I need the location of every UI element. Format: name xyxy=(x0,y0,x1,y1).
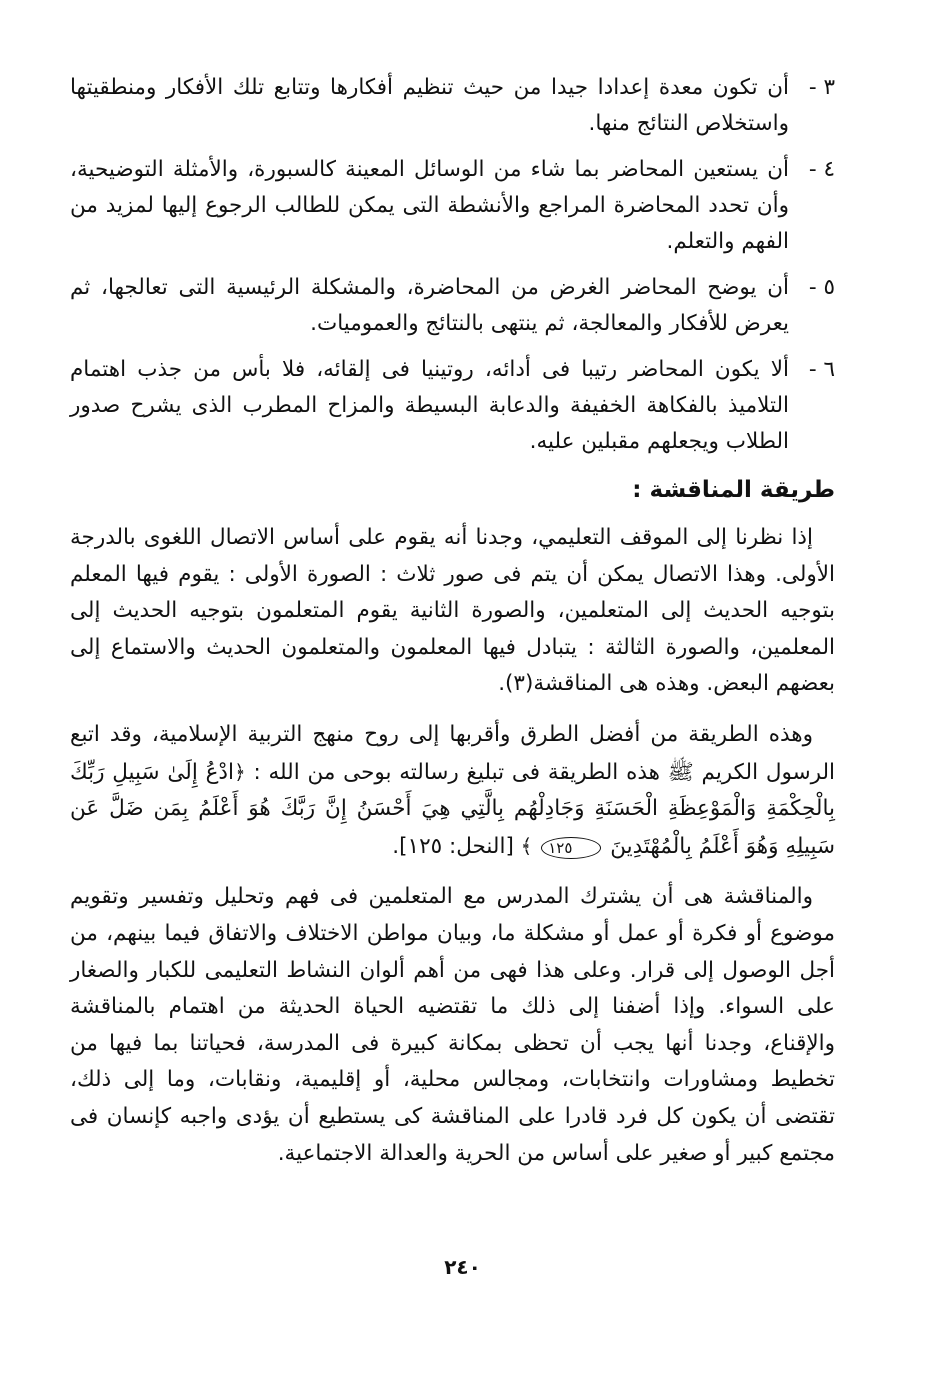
list-item-number: ٣ - xyxy=(808,75,835,100)
list-item xyxy=(70,70,835,142)
list-item xyxy=(70,352,835,460)
paragraph-discussion: والمناقشة هى أن يشترك المدرس مع المتعلمين فى فهم وتحليل وتفسير وتقويم موضوع أو فكرة أو عمل أو مشكلة ما، وبيان مواطن الاختلاف والاتفاق فيما بينهم، من أجل الوصول إلى قرار. وعلى هذا فهى من أهم ألوان النشاط التعليمى للكبار والصغار على السواء. وإذا أضفنا إلى ذلك ما تقتضيه الحياة الحديثة من اهتمام بالمناقشة والإقناع، وجدنا أنها يجب أن تحظى بمكانة كبيرة فى المدرسة، فحياتنا بما فيها من تخطيط ومشاورات وانتخابات، ومجالس محلية، أو إقليمية، ونقابات، وما إلى ذلك، تقتضى أن يكون كل فرد قادرا على المناقشة كى يستطيع أن يؤدى واجبه كإنسان فى مجتمع كبير أو صغير على أساس من الحرية والعدالة الاجتماعية. xyxy=(70,884,835,1166)
section-heading: طريقة المناقشة : xyxy=(632,477,835,503)
list-item-text: أن تكون معدة إعدادا جيدا من حيث تنظيم أفكارها وتتابع تلك الأفكار ومنطقيتها واستخلاص النتائج منها. xyxy=(70,75,789,136)
quote-lead-text: وهذه الطريقة من أفضل الطرق وأقربها إلى روح منهج التربية الإسلامية، وقد اتبع الرسول الكريم ﷺ هذه الطريقة فى تبليغ رسالته بوحى من الله : xyxy=(70,721,835,785)
list-item-number: ٦ - xyxy=(808,357,835,382)
list-item-number: ٤ - xyxy=(808,157,835,182)
list-item xyxy=(70,270,835,342)
ayah-number-mark: ١٢٥ xyxy=(541,837,601,859)
paragraph-intro: إذا نظرنا إلى الموقف التعليمي، وجدنا أنه يقوم على أساس الاتصال اللغوى بالدرجة الأولى. وهذا الاتصال يمكن أن يتم فى صور ثلاث : الصورة الأولى : يقوم فيها المعلم بتوجيه الحديث إلى المتعلمين، والصورة الثانية يقوم المتعلمون بتوجيه الحديث إلى المعلمين، والصورة الثالثة : يتبادل فيها المعلمون والمتعلمون الحديث والاستماع إلى بعضهم البعض. وهذه هى المناقشة(٣). xyxy=(70,525,835,697)
list-item-text: أن يوضح المحاضر الغرض من المحاضرة، والمشكلة الرئيسية التى تعالجها، ثم يعرض للأفكار والمعالجة، ثم ينتهى بالنتائج والعموميات. xyxy=(70,275,789,336)
verse-open-ornament: ﴿ xyxy=(233,759,246,784)
paragraph-quran-quote xyxy=(70,717,835,865)
list-item-number: ٥ - xyxy=(808,275,835,300)
list-item xyxy=(70,152,835,260)
page-number: ٢٤٠ xyxy=(444,1255,481,1279)
quran-verse: ادْعُ إِلَىٰ سَبِيلِ رَبِّكَ بِالْحِكْمَةِ وَالْمَوْعِظَةِ الْحَسَنَةِ وَجَادِلْهُم بِالَّتِي هِيَ أَحْسَنُ إِنَّ رَبَّكَ هُوَ أَعْلَمُ بِمَن ضَلَّ عَن سَبِيلِهِ وَهُوَ أَعْلَمُ بِالْمُهْتَدِينَ xyxy=(70,759,835,859)
list-item-text: ألا يكون المحاضر رتيبا فى أدائه، روتينيا فى إلقائه، فلا بأس من جذب اهتمام التلاميذ بالفكاهة الخفيفة والدعابة البسيطة والمزاح المطرب الذى يشرح صدور الطلاب ويجعلهم مقبلين عليه. xyxy=(70,357,789,454)
verse-close-ornament: ﴾ xyxy=(520,833,533,858)
list-item-text: أن يستعين المحاضر بما شاء من الوسائل المعينة كالسبورة، والأمثلة التوضيحية، وأن تحدد المحاضرة المراجع والأنشطة التى يمكن للطالب الرجوع إليها لمزيد من الفهم والتعلم. xyxy=(70,157,789,254)
numbered-list xyxy=(70,70,835,460)
verse-citation: [النحل: ١٢٥]. xyxy=(392,833,514,859)
